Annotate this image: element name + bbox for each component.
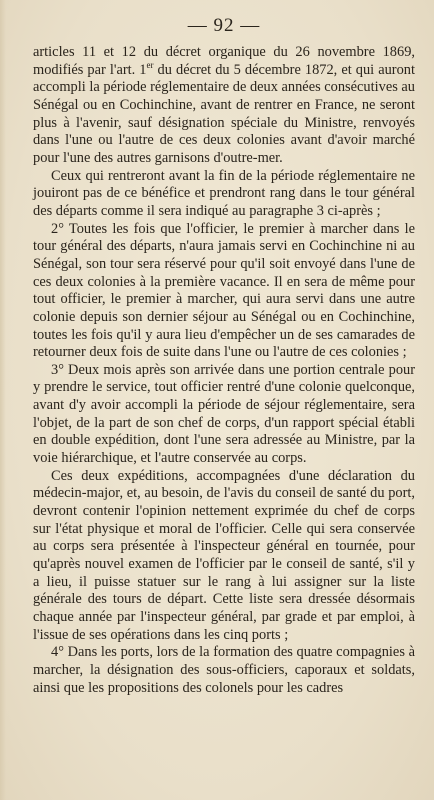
paragraph-item-3: 3° Deux mois après son arrivée dans une portion centrale pour y prendre le service, tout officier rentré d'une colonie quelconque, avant d'y avoir accompli la période de séjour réglementaire, sera l'objet, de la part de son chef de corps, d'un rapport spécial établi en double expédition, dont l'une sera adressée au Ministre, par la voie hiérarchique, et l'autre conservée au corps.	[33, 361, 415, 467]
paragraph-ceux-qui-rentreront: Ceux qui rentreront avant la fin de la période réglementaire ne jouiront pas de ce bénéfice et prendront rang dans le tour général des départs comme il sera indiqué au paragraphe 3 ci-après ;	[33, 167, 415, 219]
page-number: — 92 —	[187, 15, 261, 36]
paragraph-item-2: 2° Toutes les fois que l'officier, le premier à marcher dans le tour général des départs, n'aura jamais servi en Cochinchine ni au Sénégal, son tour sera réservé pour qu'il soit envoyé dans l'une de ces deux colonies à la première vacance. Il en sera de même pour tout officier, le premier à marcher, qui aura servi dans une autre colonie depuis son dernier séjour au Sénégal ou en Cochinchine, toutes les fois qu'il y aura lieu d'empêcher un de ses camarades de retourner deux fois de suite dans l'une ou l'autre de ces colonies ;	[33, 220, 415, 361]
paragraph-item-4: 4° Dans les ports, lors de la formation des quatre compagnies à marcher, la désignation des sous-officiers, caporaux et soldats, ainsi que les propositions des colonels pour les cadres	[33, 644, 415, 696]
paragraph-continuation: articles 11 et 12 du décret organique du 26 novembre 1869, modifiés par l'art. 1er du décret du 5 décembre 1872, et qui auront accompli la période réglementaire de deux années consécutives au Sénégal ou en Cochinchine, avant de rentrer en France, ne seront plus à l'avenir, sauf désignation spéciale du Ministre, renvoyés dans l'une ou l'autre de ces deux colonies avant d'avoir marché pour l'une des autres garnisons d'outre-mer.	[33, 44, 415, 166]
paragraph-expeditions: Ces deux expéditions, accompagnées d'une déclaration du médecin-major, et, au besoin, de l'avis du conseil de santé du port, devront contenir l'opinion nettement exprimée du chef de corps sur l'état physique et moral de l'officier. Celle qui sera conservée au corps sera présentée à l'inspecteur général en tournée, pour qu'après nouvel examen de l'officier par le conseil de santé, s'il y a lieu, il puisse statuer sur le rang à lui assigner sur la liste générale des tours de départ. Cette liste sera dressée désormais chaque année par l'inspecteur général, par grade et par emploi, à l'issue de ses opérations dans les cinq ports ;	[33, 467, 415, 643]
page-edge-shadow	[0, 0, 6, 800]
